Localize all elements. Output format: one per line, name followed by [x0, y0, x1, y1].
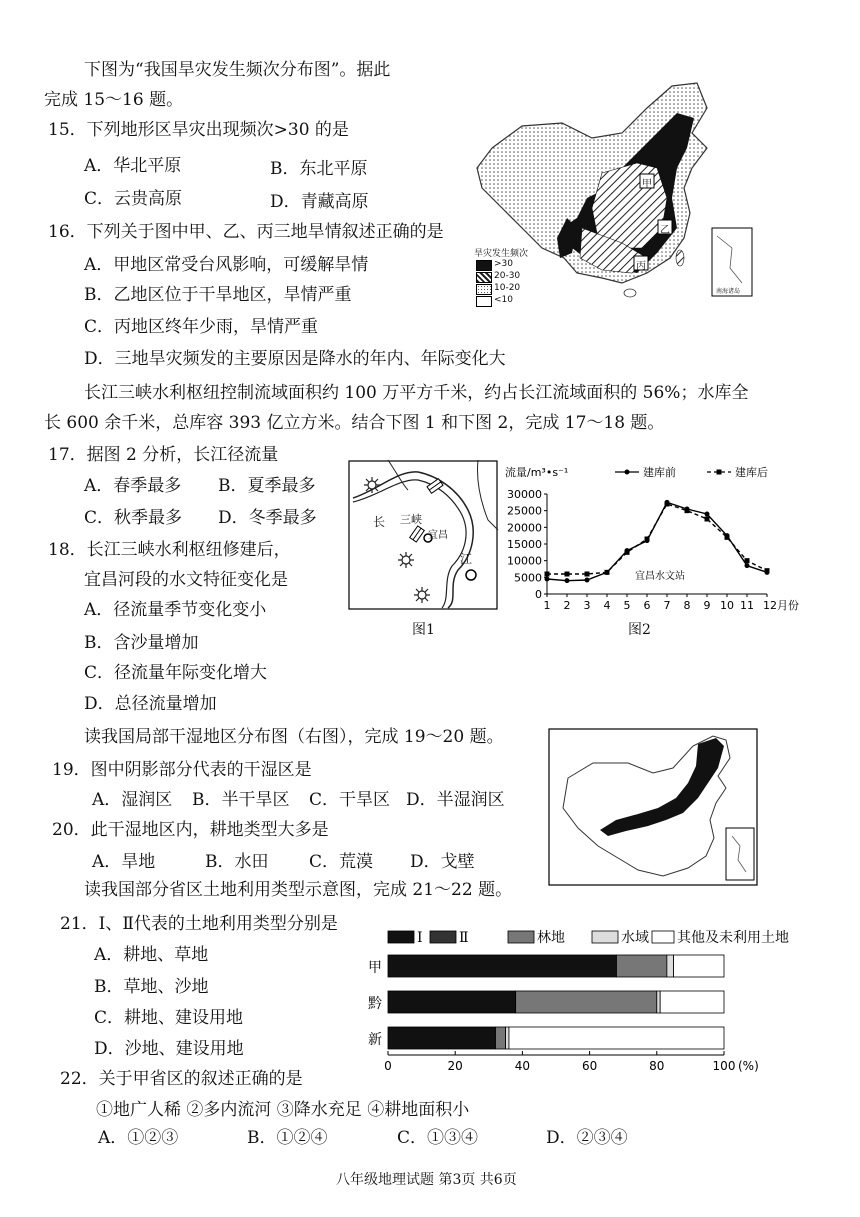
q21-option-d: D．沙地、建设用地 — [94, 1039, 244, 1059]
q15-option-c: C．云贵高原 — [84, 189, 183, 209]
x-tick-label: 7 — [663, 599, 671, 612]
map1-inset-label: 南海诸岛 — [716, 288, 741, 295]
legend-label-1: 建库后 — [735, 466, 768, 479]
legend-20-30: 20-30 — [494, 271, 521, 281]
x-tick-label: 6 — [643, 599, 651, 612]
point-before-9 — [705, 512, 710, 517]
x-tick-label: 10 — [720, 599, 734, 612]
point-after-10 — [725, 535, 730, 540]
q17-option-d: D．冬季最多 — [218, 508, 317, 528]
map1-label-yi: 乙 — [660, 225, 670, 236]
q19-option-c: C．干旱区 — [309, 790, 391, 810]
point-after-2 — [565, 572, 570, 577]
legend-swatch-10-20 — [476, 284, 492, 295]
y-tick-label: 30000 — [507, 488, 542, 501]
q20-option-d: D．戈壁 — [410, 852, 475, 872]
q18-option-d: D．总径流量增加 — [84, 694, 217, 714]
station-annotation: 宜昌水文站 — [635, 571, 685, 582]
bar-legend-label-2: 林地 — [537, 930, 565, 946]
q15-option-a: A．华北平原 — [84, 156, 182, 176]
point-after-7 — [665, 502, 670, 507]
intro-21-22: 读我国部分省区土地利用类型示意图，完成 21～22 题。 — [84, 880, 513, 900]
q20-option-a: A．旱地 — [92, 852, 156, 872]
x-tick-label: 5 — [623, 599, 631, 612]
point-after-1 — [545, 572, 550, 577]
intro-15-16: 下图为“我国旱灾发生频次分布图”。据此 — [84, 60, 391, 80]
q19-stem: 19．图中阴影部分代表的干湿区是 — [52, 760, 312, 780]
point-after-3 — [585, 572, 590, 577]
legend-swatch-20-30 — [476, 272, 492, 283]
legend-swatch-under10 — [476, 296, 492, 307]
bar-category-label: 甲 — [368, 960, 382, 976]
q19-option-d: D．半湿润区 — [406, 790, 505, 810]
series-line-1 — [547, 504, 767, 574]
point-after-8 — [685, 508, 690, 513]
bar-legend-swatch-1 — [430, 931, 456, 943]
fig1-label-sanxia: 三峡 — [400, 513, 422, 526]
q21-option-c: C．耕地、建设用地 — [94, 1008, 244, 1028]
legend-label-0: 建库前 — [643, 466, 676, 479]
q21-stem: 21．Ⅰ、Ⅱ代表的土地利用类型分别是 — [60, 914, 338, 934]
fig1-label-chang: 长 — [373, 515, 386, 529]
q16-option-a: A．甲地区常受台风影响，可缓解旱情 — [84, 255, 369, 275]
fig1-label-yichang: 宜昌 — [428, 530, 448, 541]
bar-legend-label-0: Ⅰ — [417, 930, 423, 946]
bar-segment-甲-0 — [388, 955, 616, 977]
series-line-0 — [547, 502, 767, 580]
legend-marker-0 — [625, 470, 630, 475]
y-tick-label: 15000 — [507, 538, 542, 551]
q22-stem: 22．关于甲省区的叙述正确的是 — [60, 1069, 303, 1089]
x-tick-label: 3 — [583, 599, 591, 612]
q16-stem: 16．下列关于图中甲、乙、丙三地旱情叙述正确的是 — [48, 222, 444, 242]
intro-19-20: 读我国局部干湿地区分布图（右图），完成 19～20 题。 — [84, 727, 504, 747]
q16-option-d: D．三地旱灾频发的主要原因是降水的年内、年际变化大 — [84, 349, 506, 369]
bar-legend-swatch-4 — [652, 931, 674, 943]
legend-10-20: 10-20 — [494, 283, 521, 293]
x-tick-label: 9 — [703, 599, 711, 612]
q17-option-a: A．春季最多 — [84, 476, 182, 496]
bar-category-label: 黔 — [368, 996, 382, 1012]
dry-wet-zone-map — [548, 728, 758, 886]
point-after-4 — [605, 570, 610, 575]
q21-option-b: B．草地、沙地 — [94, 977, 209, 997]
y-tick-label: 0 — [535, 588, 542, 601]
bar-x-tick-label: 40 — [514, 1059, 531, 1073]
x-tick-label: 8 — [683, 599, 691, 612]
intro-17-18-line1: 长江三峡水利枢纽控制流域面积约 100 万平方千米，约占长江流域面积的 56%；水库全 — [84, 383, 749, 403]
q22-statements: ①地广人稀 ②多内流河 ③降水充足 ④耕地面积小 — [96, 1100, 470, 1120]
x-tick-label: 11 — [740, 599, 754, 612]
q20-stem: 20．此干湿地区内，耕地类型大多是 — [52, 820, 329, 840]
q17-option-b: B．夏季最多 — [218, 476, 316, 496]
q20-option-c: C．荒漠 — [309, 852, 374, 872]
q17-stem: 17．据图 2 分析，长江径流量 — [48, 445, 279, 465]
bar-segment-黔-2 — [516, 991, 657, 1013]
bar-x-unit: (%) — [738, 1059, 759, 1073]
land-use-bar-chart — [360, 925, 789, 1085]
point-after-6 — [645, 537, 650, 542]
bar-segment-甲-3 — [667, 955, 674, 977]
bar-category-label: 新 — [368, 1032, 382, 1048]
point-after-5 — [625, 550, 630, 555]
map1-label-jia: 甲 — [642, 179, 652, 190]
legend-under10: <10 — [494, 295, 513, 305]
y-tick-label: 5000 — [514, 571, 542, 585]
bar-segment-新-2 — [496, 1027, 506, 1049]
bar-legend-label-4: 其他及未利用土地 — [677, 930, 789, 946]
legend-marker-1 — [717, 470, 722, 475]
bar-segment-新-0 — [388, 1027, 496, 1049]
q18-stem-2: 宜昌河段的水文特征变化是 — [84, 570, 288, 590]
bar-legend-swatch-0 — [388, 931, 414, 943]
fig2-caption: 图2 — [628, 622, 651, 638]
point-before-1 — [545, 577, 550, 582]
q21-option-a: A．耕地、草地 — [94, 945, 209, 965]
y-tick-label: 10000 — [507, 554, 542, 568]
bar-x-tick-label: 0 — [384, 1059, 392, 1073]
point-after-12 — [765, 568, 770, 573]
point-before-3 — [585, 578, 590, 583]
figure1-river-map — [348, 460, 498, 610]
q18-option-a: A．径流量季节变化变小 — [84, 600, 267, 620]
q16-option-b: B．乙地区位于干旱地区，旱情严重 — [84, 285, 352, 305]
y-tick-label: 25000 — [507, 504, 542, 518]
q18-stem: 18．长江三峡水利枢纽修建后， — [48, 540, 291, 560]
drought-map — [472, 78, 757, 318]
fig1-caption: 图1 — [412, 622, 435, 638]
q16-option-c: C．丙地区终年少雨，旱情严重 — [84, 317, 319, 337]
q22-option-d: D．②③④ — [546, 1128, 628, 1148]
page-footer: 八年级地理试题 第3页 共6页 — [336, 1172, 517, 1188]
point-after-11 — [745, 558, 750, 563]
q19-option-b: B．半干旱区 — [192, 790, 290, 810]
bar-segment-甲-2 — [616, 955, 666, 977]
bar-segment-黔-0 — [388, 991, 516, 1013]
q22-option-b: B．①②④ — [247, 1128, 328, 1148]
bar-x-tick-label: 80 — [649, 1059, 665, 1073]
bar-segment-黔-3 — [657, 991, 660, 1013]
legend-swatch-over30 — [476, 260, 492, 271]
q22-option-a: A．①②③ — [98, 1128, 179, 1148]
figure2-line-chart — [505, 462, 815, 627]
bar-x-tick-label: 60 — [581, 1059, 598, 1073]
map1-legend-title: 旱灾发生频次 — [474, 249, 529, 259]
bar-legend-label-1: Ⅱ — [459, 930, 469, 946]
bar-segment-新-4 — [509, 1027, 724, 1049]
q17-option-c: C．秋季最多 — [84, 508, 183, 528]
fig1-label-jiang: 江 — [460, 552, 473, 566]
q18-option-b: B．含沙量增加 — [84, 633, 199, 653]
bar-legend-swatch-3 — [592, 931, 618, 943]
point-before-11 — [745, 563, 750, 568]
q15-option-d: D．青藏高原 — [270, 192, 369, 212]
bar-x-tick-label: 20 — [447, 1059, 463, 1073]
q19-option-a: A．湿润区 — [92, 790, 173, 810]
q15-option-b: B．东北平原 — [270, 159, 368, 179]
intro-17-18-line2: 长 600 余千米，总库容 393 亿立方米。结合下图 1 和下图 2，完成 17～18 题。 — [44, 413, 665, 433]
legend-over30: >30 — [494, 259, 513, 269]
map1-label-bing: 丙 — [636, 261, 646, 272]
y-tick-label: 20000 — [507, 521, 542, 535]
point-before-2 — [565, 578, 570, 583]
q15-stem: 15．下列地形区旱灾出现频次>30 的是 — [48, 120, 349, 140]
q22-option-c: C．①③④ — [397, 1128, 479, 1148]
x-tick-label: 4 — [603, 599, 611, 612]
q18-option-c: C．径流量年际变化增大 — [84, 663, 268, 683]
x-tick-label: 2 — [563, 599, 571, 612]
bar-segment-新-3 — [506, 1027, 509, 1049]
bar-segment-黔-4 — [660, 991, 724, 1013]
bar-legend-label-3: 水域 — [621, 930, 649, 946]
bar-legend-swatch-2 — [508, 931, 534, 943]
x-tick-label: 1 — [543, 599, 551, 612]
bar-x-tick-label: 100 — [712, 1059, 736, 1073]
bar-segment-甲-4 — [674, 955, 724, 977]
x-tick-label: 12月份 — [763, 599, 799, 612]
point-after-9 — [705, 517, 710, 522]
q20-option-b: B．水田 — [205, 852, 269, 872]
y-axis-label: 流量/m³•s⁻¹ — [505, 466, 569, 479]
intro-15-16-cont: 完成 15～16 题。 — [44, 90, 184, 110]
